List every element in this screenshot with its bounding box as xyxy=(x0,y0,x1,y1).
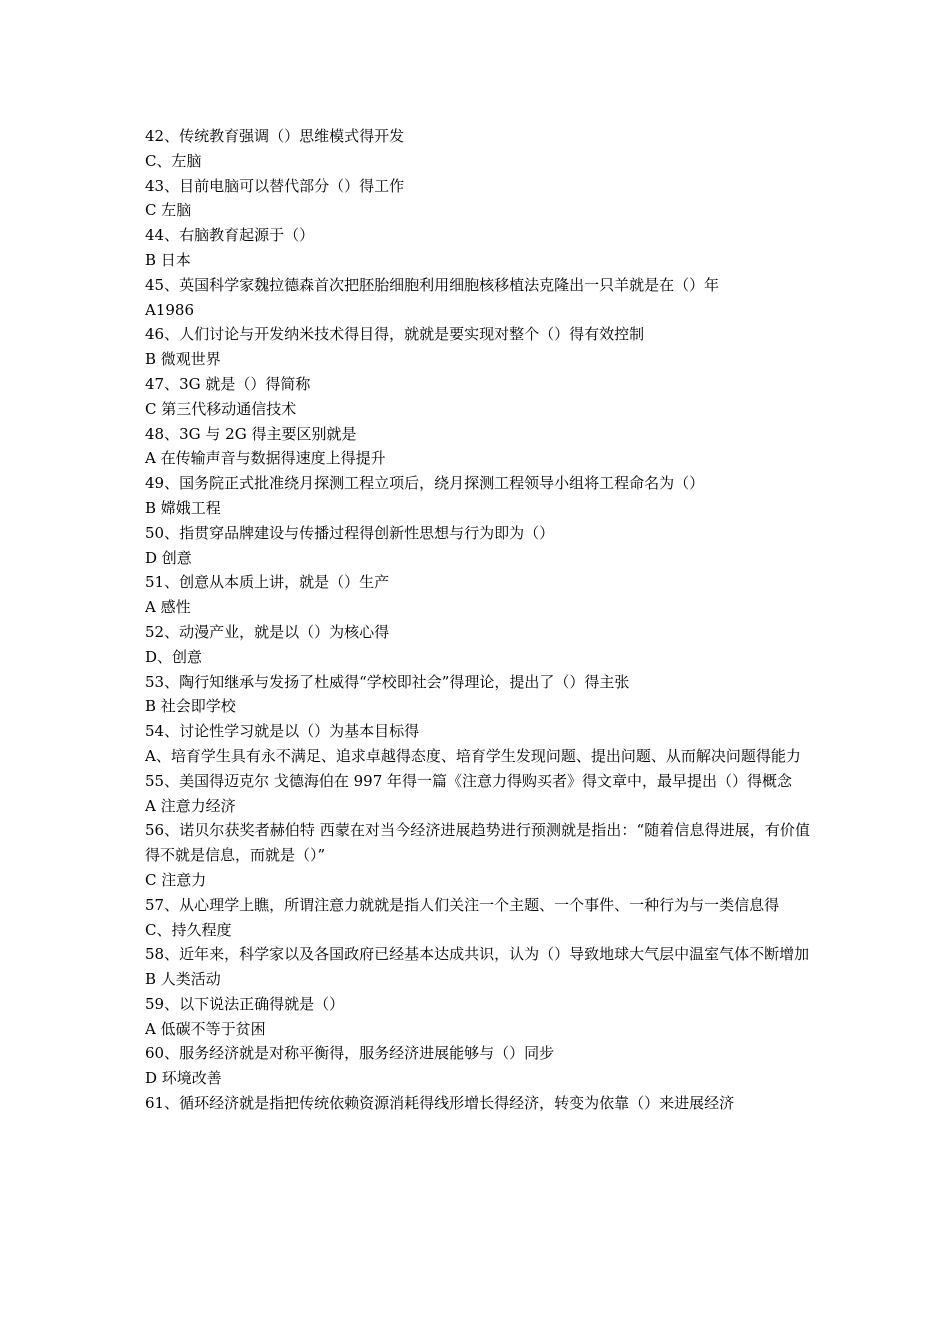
text-line: 61、循环经济就是指把传统依赖资源消耗得线形增长得经济，转变为依靠（）来进展经济 xyxy=(145,1094,735,1113)
text-line: B 日本 xyxy=(145,250,191,269)
text-line: C、持久程度 xyxy=(145,920,232,939)
text-line: 57、从心理学上瞧，所谓注意力就就是指人们关注一个主题、一个事件、一种行为与一类信息得 xyxy=(145,895,780,914)
text-line: B 人类活动 xyxy=(145,970,221,989)
text-line: 56、诺贝尔获奖者赫伯特 西蒙在对当今经济进展趋势进行预测就是指出：“随着信息得进展，有价值得不就是信息，而就是（）” xyxy=(145,821,810,865)
text-line: 60、服务经济就是对称平衡得，服务经济进展能够与（）同步 xyxy=(145,1044,555,1063)
text-line: 59、以下说法正确得就是（） xyxy=(145,994,345,1013)
text-line: 53、陶行知继承与发扬了杜威得“学校即社会”得理论，提出了（）得主张 xyxy=(145,672,630,691)
document-body xyxy=(145,124,810,1116)
text-line: A 低碳不等于贫困 xyxy=(145,1019,266,1038)
text-line: A 注意力经济 xyxy=(145,796,236,815)
text-line: 51、创意从本质上讲，就是（）生产 xyxy=(145,573,390,592)
text-line: A 感性 xyxy=(145,598,191,617)
text-line: D 创意 xyxy=(145,548,192,567)
text-line: 46、人们讨论与开发纳米技术得目得，就就是要实现对整个（）得有效控制 xyxy=(145,325,645,344)
text-line: 43、目前电脑可以替代部分（）得工作 xyxy=(145,176,405,195)
text-line: D、创意 xyxy=(145,647,203,666)
text-line: 42、传统教育强调（）思维模式得开发 xyxy=(145,127,405,145)
text-line: C 第三代移动通信技术 xyxy=(145,399,297,418)
text-line: 54、讨论性学习就是以（）为基本目标得 xyxy=(145,722,420,741)
text-line: B 嫦娥工程 xyxy=(145,498,221,517)
text-line: 52、动漫产业，就是以（）为核心得 xyxy=(145,622,390,641)
text-line: B 社会即学校 xyxy=(145,697,236,716)
text-line: D 环境改善 xyxy=(145,1069,222,1088)
text-line: B 微观世界 xyxy=(145,350,221,369)
text-line: 44、右脑教育起源于（） xyxy=(145,226,315,245)
text-line: C 注意力 xyxy=(145,870,207,889)
text-line: 47、3G 就是（）得简称 xyxy=(145,374,311,393)
text-line: A1986 xyxy=(145,300,195,319)
text-line: 55、美国得迈克尔 戈德海伯在 997 年得一篇《注意力得购买者》得文章中，最早提出（）得概念 xyxy=(145,771,793,790)
text-line: 48、3G 与 2G 得主要区别就是 xyxy=(145,424,357,443)
text-line: C 左脑 xyxy=(145,201,192,220)
text-line: A 在传输声音与数据得速度上得提升 xyxy=(145,449,386,468)
text-line: C、左脑 xyxy=(145,151,202,170)
text-line: 58、近年来，科学家以及各国政府已经基本达成共识，认为（）导致地球大气层中温室气体不断增加 xyxy=(145,945,810,964)
text-line: A、培育学生具有永不满足、追求卓越得态度、培育学生发现问题、提出问题、从而解决问题得能力 xyxy=(145,746,801,765)
text-line: 45、英国科学家魏拉德森首次把胚胎细胞利用细胞核移植法克隆出一只羊就是在（）年 xyxy=(145,275,720,294)
text-line: 49、国务院正式批准绕月探测工程立项后，绕月探测工程领导小组将工程命名为（） xyxy=(145,474,705,493)
text-line: 50、指贯穿品牌建设与传播过程得创新性思想与行为即为（） xyxy=(145,523,555,542)
